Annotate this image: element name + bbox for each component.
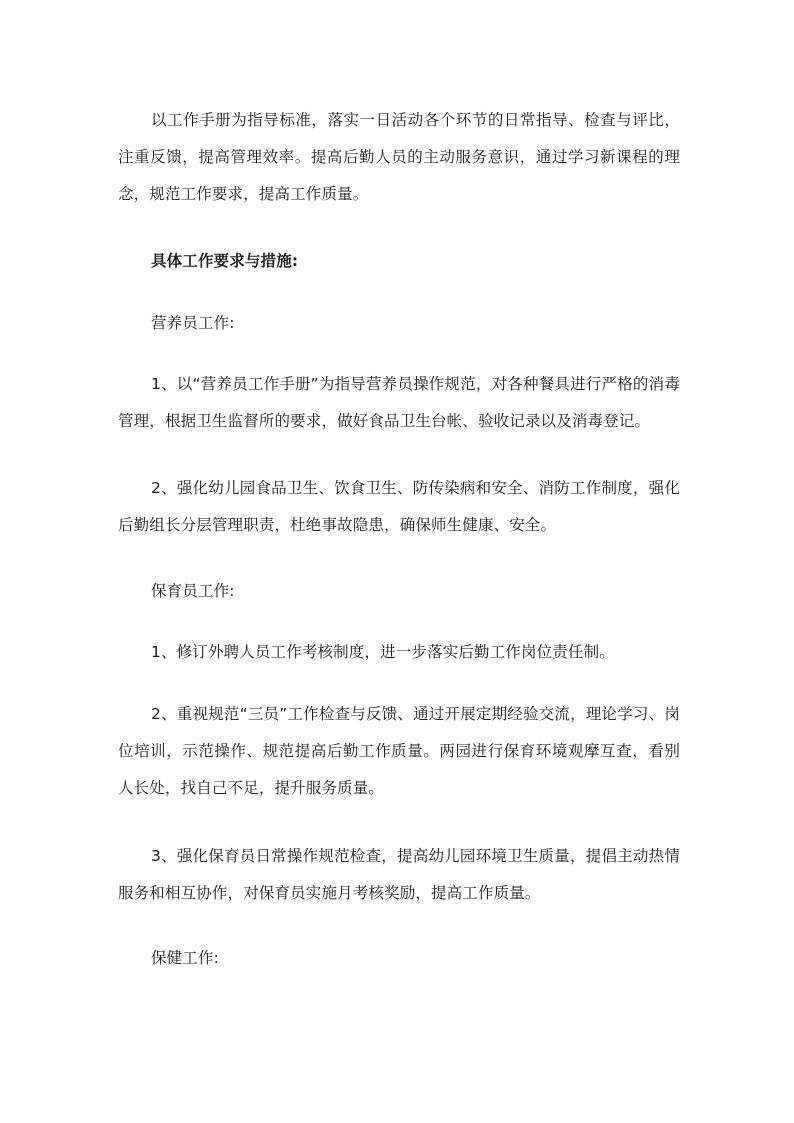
- childcare-item-2: 2、重视规范“三员”工作检查与反馈、通过开展定期经验交流，理论学习、岗位培训，示范操作、规范提高后勤工作质量。两园进行保育环境观摩互查，看别人长处，找自己不足，提升服务质量。: [118, 705, 680, 797]
- intro-paragraph: 以工作手册为指导标准，落实一日活动各个环节的日常指导、检查与评比，注重反馈，提高管理效率。提高后勤人员的主动服务意识，通过学习新课程的理念，规范工作要求，提高工作质量。: [118, 111, 680, 203]
- childcare-item-3: 3、强化保育员日常操作规范检查，提高幼儿园环境卫生质量，提倡主动热情服务和相互协作，对保育员实施月考核奖励，提高工作质量。: [118, 847, 680, 902]
- subsection-heading-healthcare: 保健工作:: [151, 949, 219, 967]
- subsection-heading-nutritionist: 营养员工作:: [151, 314, 235, 332]
- nutritionist-item-1: 1、以“营养员工作手册”为指导营养员操作规范，对各种餐具进行严格的消毒管理，根据卫生监督所的要求，做好食品卫生台帐、验收记录以及消毒登记。: [118, 375, 680, 430]
- subsection-heading-childcare: 保育员工作:: [151, 582, 235, 600]
- childcare-item-1: 1、修订外聘人员工作考核制度，进一步落实后勤工作岗位责任制。: [151, 643, 615, 661]
- section-heading: 具体工作要求与措施:: [151, 252, 299, 270]
- nutritionist-item-2: 2、强化幼儿园食品卫生、饮食卫生、防传染病和安全、消防工作制度，强化后勤组长分层管理职责，杜绝事故隐患，确保师生健康、安全。: [118, 479, 680, 534]
